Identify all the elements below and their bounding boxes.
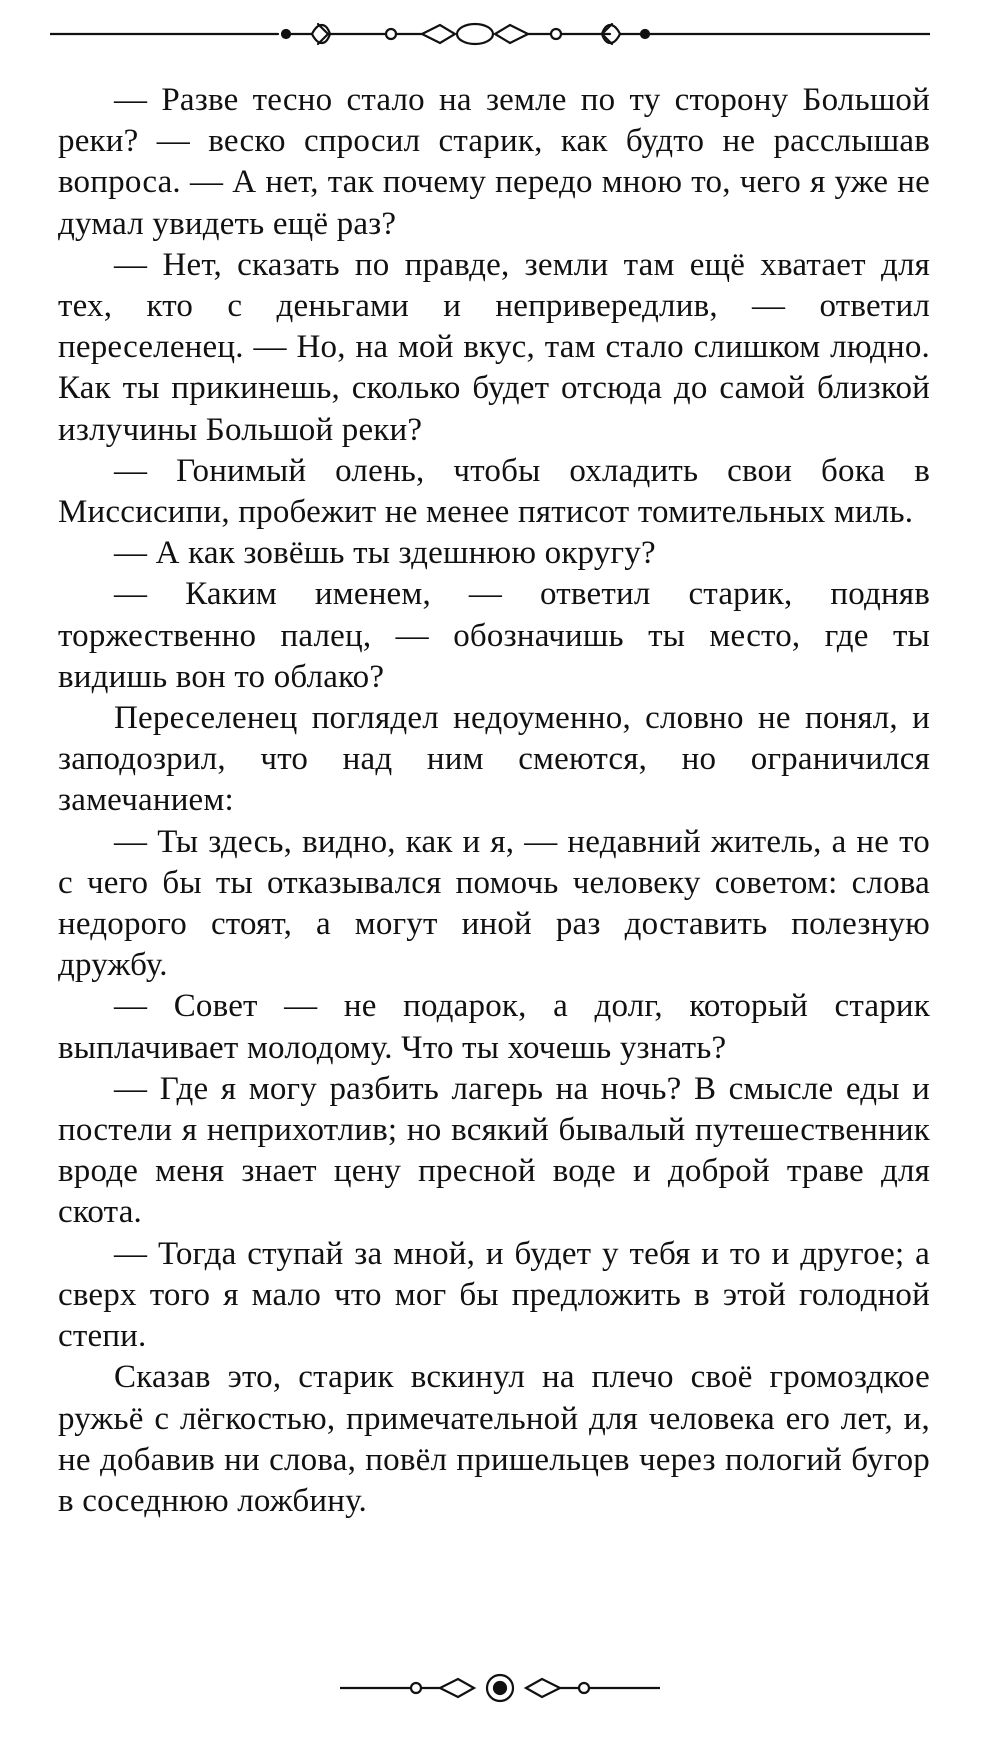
paragraph: Переселенец поглядел недоуменно, словно не понял, и заподозрил, что над ним смеются, но ограничился замечанием: (58, 700, 930, 819)
paragraph: — Ты здесь, видно, как и я, — недавний житель, а не то с чего бы ты отказывался помочь человеку советом: слова недорого стоят, а могут иной раз доставить полезную дружбу. (58, 823, 930, 984)
paragraph: — Гонимый олень, чтобы охладить свои бока в Миссисипи, пробежит не менее пятисот томительных миль. (58, 452, 930, 531)
paragraph: — Тогда ступай за мной, и будет у тебя и то и другое; а сверх того я мало что мог бы предложить в этой голодной степи. (58, 1235, 930, 1355)
paragraph: — Нет, сказать по правде, земли там ещё хватает для тех, кто с деньгами и непривередлив, — ответил переселенец. — Но, на мой вкус, там стало слишком людно. Как ты прикинешь, сколько будет отсюда до самой близкой излучины Большой реки? (58, 246, 930, 448)
paragraph: Сказав это, старик вскинул на плечо своё громоздкое ружьё с лёгкостью, примечательной для человека его лет, и, не добавив ни слова, повёл пришельцев через пологий бугор в соседнюю ложбину. (58, 1359, 930, 1519)
paragraph: — Разве тесно стало на земле по ту сторону Большой реки? — веско спросил старик, как будто не расслышав вопроса. — А нет, так почему передо мною то, чего я уже не думал увидеть ещё раз? (58, 82, 930, 242)
paragraph: — Совет — не подарок, а долг, который старик выплачивает молодому. Что ты хочешь узнать? (58, 988, 930, 1066)
top-ornament-icon (50, 14, 930, 54)
paragraph: — Каким именем, — ответил старик, подняв торжественно палец, — обозначишь ты место, где ты видишь вон то облако? (58, 576, 930, 695)
page-text (58, 80, 930, 1522)
paragraph: — Где я могу разбить лагерь на ночь? В смысле еды и постели я неприхотлив; но всякий бывалый путешественник вроде меня знает цену пресной воде и доброй траве для скота. (58, 1070, 930, 1231)
paragraph: — А как зовёшь ты здешнюю округу? (114, 535, 656, 572)
bottom-ornament-icon (340, 1668, 660, 1708)
